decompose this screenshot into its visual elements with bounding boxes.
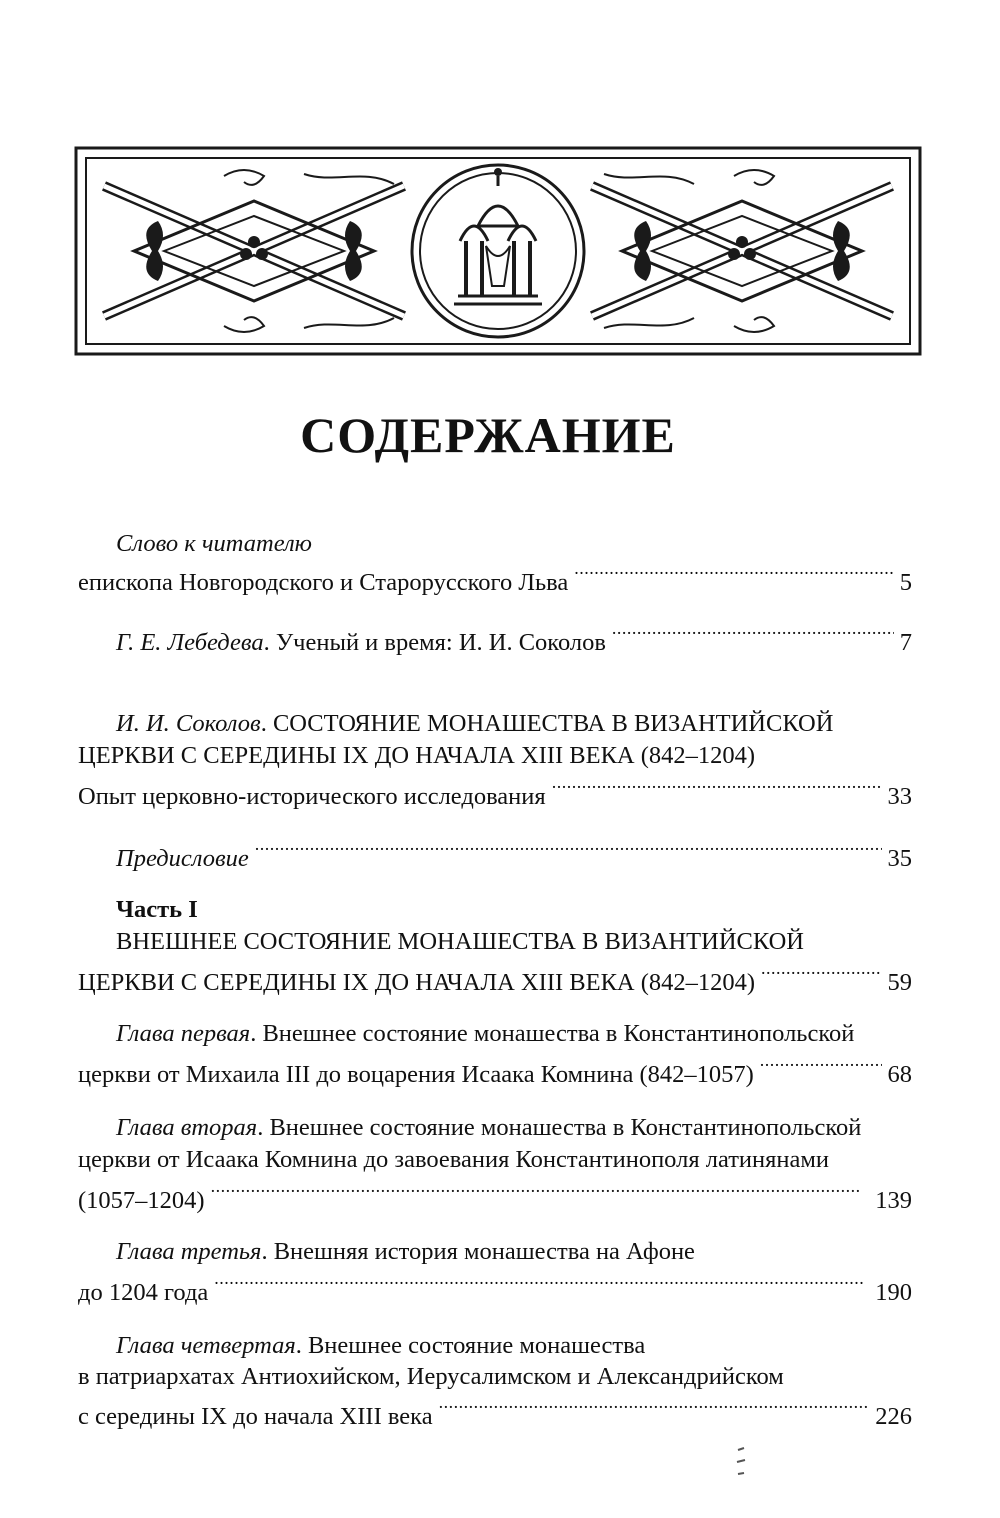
toc-entry-5-title-2: ЦЕРКВИ С СЕРЕДИНЫ IX ДО НАЧАЛА XIII ВЕКА (842–1204) [78,969,756,996]
dot-leader [574,558,894,590]
toc-entry-9-line-2 [78,1361,912,1393]
toc-entry-8-title-1: . Внешняя история монашества на Афоне [261,1238,695,1265]
toc-entry-6-title-1: . Внешнее состояние монашества в Константинопольской [250,1020,855,1047]
toc-entry-1-line-1 [116,528,912,560]
toc-entry-1-subtitle: епископа Новгородского и Старорусского Льва [78,569,569,596]
toc-entry-4-title: Предисловие [116,845,249,872]
toc-entry-8-chapter: Глава третья [116,1238,262,1265]
toc-entry-8-title-2: до 1204 года [78,1279,209,1306]
toc-entry-2-author: Г. Е. Лебедева [116,629,264,656]
toc-entry-1-line-2 [78,558,912,599]
dot-leader [439,1392,870,1424]
toc-entry-8-line-2 [78,1268,912,1309]
toc-entry-8-line-1 [116,1236,912,1268]
toc-entry-8-page: 190 [875,1279,912,1306]
toc-entry-2-page: 7 [899,629,912,656]
toc-entry-4 [116,834,912,875]
toc-entry-5-page: 59 [887,969,912,996]
toc-entry-7-line-2 [78,1144,912,1176]
print-speck-mark [735,1446,749,1486]
toc-entry-7-title-2: церкви от Исаака Комнина до завоевания Константинополя латинянами [78,1146,829,1173]
toc-entry-6-line-1 [116,1018,912,1050]
dot-leader [552,772,882,804]
toc-entry-3-line-1 [116,708,912,740]
toc-entry-9-title-1: . Внешнее состояние монашества [295,1332,646,1359]
toc-entry-6-line-2 [78,1050,912,1091]
toc-entry-7-chapter: Глава вторая [116,1114,258,1141]
toc-entry-6-chapter: Глава первая [116,1020,251,1047]
toc-entry-2 [116,618,912,659]
toc-entry-1-page: 5 [899,569,912,596]
toc-entry-7-line-1 [116,1112,912,1144]
toc-entry-9-title-2: в патриархатах Антиохийском, Иерусалимском и Александрийском [78,1363,784,1390]
toc-entry-9-line-3 [78,1392,912,1433]
dot-leader [255,834,882,866]
toc-entry-7-title-1: . Внешнее состояние монашества в Константинопольской [257,1114,862,1141]
toc-entry-3-page: 33 [887,783,912,810]
toc-entry-5-title-1: ВНЕШНЕЕ СОСТОЯНИЕ МОНАШЕСТВА В ВИЗАНТИЙСКОЙ [116,928,804,955]
toc-entry-9-page: 226 [875,1403,912,1430]
dot-leader [760,1050,882,1082]
dot-leader [761,958,881,990]
toc-entry-3-line-3 [78,772,912,813]
ornamental-header-banner [74,146,922,356]
toc-entry-3-subtitle: Опыт церковно-исторического исследования [78,783,546,810]
dot-leader [612,618,894,650]
toc-entry-9-line-1 [116,1330,912,1362]
toc-entry-7-title-3: (1057–1204) [78,1187,205,1214]
toc-entry-3-title-1: . СОСТОЯНИЕ МОНАШЕСТВА В ВИЗАНТИЙСКОЙ [260,710,834,737]
toc-entry-9-chapter: Глава четвертая [116,1332,296,1359]
dot-leader [214,1268,869,1300]
toc-entry-6-page: 68 [887,1061,912,1088]
toc-entry-1-title: Слово к читателю [116,530,312,557]
toc-entry-5-line-1 [116,926,912,958]
toc-entry-3-author: И. И. Соколов [116,710,261,737]
toc-entry-4-page: 35 [887,845,912,872]
toc-entry-7-line-3 [78,1176,912,1217]
page-title: СОДЕРЖАНИЕ [300,407,676,463]
dot-leader [211,1176,870,1208]
part-label: Часть I [116,896,198,923]
toc-entry-5-line-2 [78,958,912,999]
toc-entry-6-title-2: церкви от Михаила III до воцарения Исаака Комнина (842–1057) [78,1061,754,1088]
toc-entry-7-page: 139 [875,1187,912,1214]
toc-part-heading [116,894,912,926]
toc-entry-9-title-3: с середины IX до начала XIII века [78,1403,433,1430]
toc-entry-3-line-2 [78,740,912,772]
toc-entry-2-title: . Ученый и время: И. И. Соколов [263,629,606,656]
toc-entry-3-title-2: ЦЕРКВИ С СЕРЕДИНЫ IX ДО НАЧАЛА XIII ВЕКА (842–1204) [78,742,756,769]
